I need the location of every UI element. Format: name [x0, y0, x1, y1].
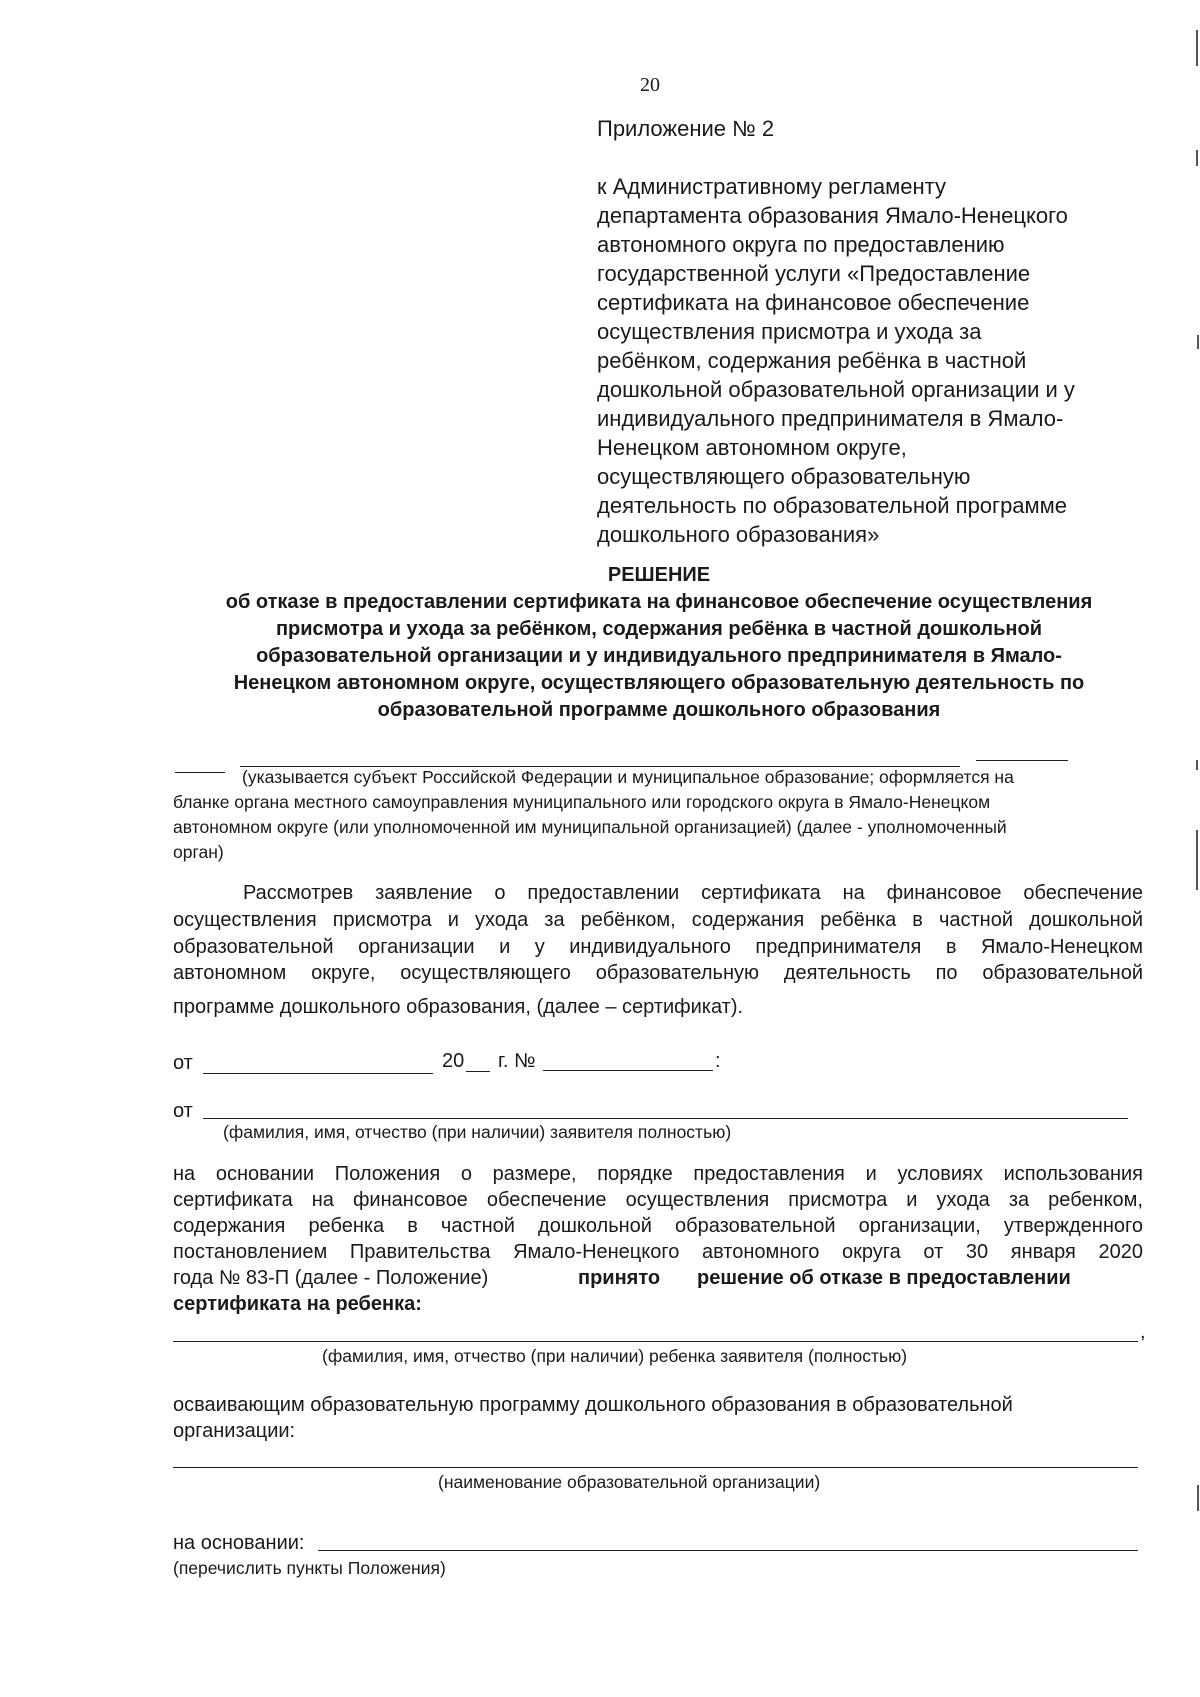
subtitle-line: образовательной программе дошкольного образования	[377, 699, 941, 721]
appendix-line: к Административному регламенту	[597, 174, 947, 199]
date-blank-line	[203, 1073, 433, 1074]
appendix-title: Приложение № 2	[597, 116, 775, 141]
note-line: орган)	[173, 842, 224, 862]
paragraph-line: Рассмотрев заявление о предоставлении сертификата на финансовое обеспечение	[243, 882, 1143, 904]
paragraph-line: программе дошкольного образования, (далее – сертификат).	[173, 996, 744, 1018]
note-line: бланке органа местного самоуправления муниципального или городского округа в Ямало-Ненецком	[173, 792, 991, 812]
child-caption: (фамилия, имя, отчество (при наличии) ребенка заявителя (полностью)	[322, 1346, 908, 1366]
paragraph-line: осуществления присмотра и ухода за ребёнком, содержания ребёнка в частной дошкольной	[173, 909, 1143, 931]
subtitle-line: присмотра и ухода за ребёнком, содержания ребёнка в частной дошкольной	[275, 618, 1043, 640]
from-label: от	[173, 1052, 193, 1074]
appendix-line: Ненецком автономном округе,	[597, 435, 907, 460]
paragraph-line: образовательной организации и у индивидуального предпринимателя в Ямало-Ненецком	[173, 936, 1143, 958]
scan-edge-mark	[1196, 830, 1198, 890]
org-line: организации:	[173, 1420, 296, 1442]
decision-refusal-text: решение об отказе в предоставлении	[697, 1267, 1071, 1289]
appendix-line: ребёнком, содержания ребёнка в частной	[597, 348, 1027, 373]
paragraph-line: автономном округе, осуществляющего образовательную деятельность по образовательной	[173, 962, 1143, 984]
grounds-label: на основании:	[173, 1532, 305, 1554]
org-caption: (наименование образовательной организации)	[438, 1472, 821, 1492]
subtitle-line: об отказе в предоставлении сертификата на финансовое обеспечение осуществления	[225, 591, 1093, 613]
appendix-line: государственной услуги «Предоставление	[597, 261, 1031, 286]
scan-edge-mark	[1196, 30, 1198, 66]
date-colon: :	[715, 1050, 721, 1072]
paragraph-line: сертификата на финансовое обеспечение осуществления присмотра и ухода за ребенком,	[173, 1189, 1143, 1211]
grounds-blank-line	[318, 1550, 1138, 1551]
appendix-line: автономного округа по предоставлению	[597, 232, 1005, 257]
child-blank-line	[173, 1341, 1138, 1342]
note-line: (указывается субъект Российской Федерации и муниципальное образование; оформляется на	[242, 767, 1014, 787]
number-label: г. №	[498, 1050, 536, 1072]
year-label: 20	[442, 1050, 465, 1072]
subtitle-line: Ненецком автономном округе, осуществляющего образовательную деятельность по	[233, 672, 1085, 694]
applicant-from-label: от	[173, 1100, 193, 1122]
decision-accepted-text: принято	[578, 1267, 661, 1289]
applicant-blank-line	[203, 1118, 1128, 1119]
appendix-line: индивидуального предпринимателя в Ямало-	[597, 406, 1064, 431]
appendix-line: осуществления присмотра и ухода за	[597, 319, 982, 344]
appendix-line: деятельность по образовательной программе	[597, 493, 1068, 518]
org-blank-line	[173, 1467, 1138, 1468]
paragraph-line: на основании Положения о размере, порядке предоставления и условиях использования	[173, 1163, 1143, 1185]
applicant-caption: (фамилия, имя, отчество (при наличии) заявителя полностью)	[223, 1122, 732, 1142]
scan-edge-mark	[1197, 1485, 1199, 1511]
number-blank-line	[543, 1070, 713, 1071]
appendix-line: осуществляющего образовательную	[597, 464, 971, 489]
org-line: осваивающим образовательную программу дошкольного образования в образовательной	[173, 1394, 1013, 1416]
authority-blank-line	[976, 760, 1068, 761]
decision-heading: РЕШЕНИЕ	[607, 564, 711, 586]
note-line: автономном округе (или уполномоченной им муниципальной организацией) (далее - уполномоченный	[173, 817, 1007, 837]
grounds-caption: (перечислить пункты Положения)	[173, 1558, 446, 1578]
year-blank-line	[466, 1071, 490, 1072]
child-comma: ,	[1140, 1321, 1146, 1343]
scan-edge-mark	[1196, 150, 1198, 166]
appendix-line: сертификата на финансовое обеспечение	[597, 290, 1030, 315]
authority-blank-line	[175, 772, 225, 773]
paragraph-line: содержания ребенка в частной дошкольной образовательной организации, утвержденного	[173, 1215, 1143, 1237]
paragraph-line: постановлением Правительства Ямало-Ненецкого автономного округа от 30 января 2020	[173, 1241, 1143, 1263]
paragraph-line: года № 83-П (далее - Положение)	[173, 1267, 489, 1289]
appendix-line: дошкольного образования»	[597, 522, 880, 547]
certificate-for-child-text: сертификата на ребенка:	[173, 1293, 422, 1315]
subtitle-line: образовательной организации и у индивидуального предпринимателя в Ямало-	[256, 645, 1062, 667]
appendix-line: департамента образования Ямало-Ненецкого	[597, 203, 1068, 228]
scan-edge-mark	[1196, 760, 1198, 770]
page-number: 20	[640, 74, 660, 96]
scan-edge-mark	[1197, 335, 1199, 349]
appendix-line: дошкольной образовательной организации и у	[597, 377, 1075, 402]
